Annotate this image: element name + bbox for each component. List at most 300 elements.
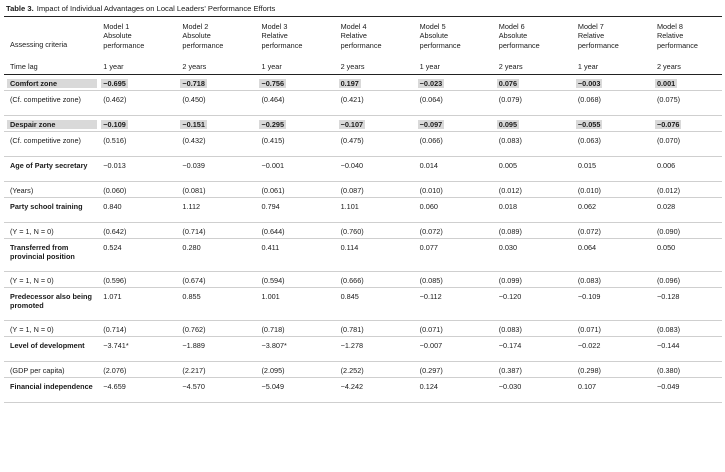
cell-value: (0.462) bbox=[103, 95, 127, 104]
cell-value: (0.642) bbox=[103, 227, 127, 236]
cell-value: (0.762) bbox=[182, 325, 206, 334]
table-cell bbox=[572, 239, 651, 272]
cell-value: (0.085) bbox=[419, 276, 443, 285]
cell-value: 0.001 bbox=[656, 79, 676, 88]
table-cell bbox=[176, 75, 255, 91]
table-cell bbox=[97, 239, 176, 272]
cell-value: −0.112 bbox=[419, 292, 442, 301]
cell-value: −0.030 bbox=[498, 382, 522, 391]
table-cell bbox=[97, 75, 176, 91]
cell-value: 0.855 bbox=[182, 292, 201, 301]
table-row bbox=[4, 288, 722, 321]
cell-value: (0.714) bbox=[103, 325, 127, 334]
cell-value: (0.060) bbox=[103, 186, 127, 195]
cell-value: −0.055 bbox=[577, 120, 601, 129]
cell-value: −0.695 bbox=[103, 79, 126, 88]
cell-value: (0.012) bbox=[656, 186, 681, 195]
cell-value: (0.010) bbox=[419, 186, 443, 195]
row-label-text: (Cf. competitive zone) bbox=[10, 95, 81, 104]
table-cell bbox=[255, 272, 334, 288]
table-cell bbox=[493, 91, 572, 116]
cell-value: (2.076) bbox=[103, 366, 127, 375]
cell-value: 0.005 bbox=[498, 161, 518, 170]
table-cell bbox=[572, 182, 651, 198]
table-cell bbox=[414, 272, 493, 288]
table-cell bbox=[651, 378, 722, 403]
table-cell bbox=[572, 75, 651, 91]
cell-value: 0.006 bbox=[656, 161, 676, 170]
table-cell bbox=[572, 378, 651, 403]
table-cell bbox=[651, 182, 722, 198]
row-label-text: Despair zone bbox=[7, 120, 97, 129]
row-label bbox=[4, 288, 97, 321]
cell-value: (0.061) bbox=[261, 186, 285, 195]
cell-value: (0.066) bbox=[419, 136, 443, 145]
cell-value: 1.001 bbox=[261, 292, 280, 301]
row-label bbox=[4, 91, 97, 116]
table-cell bbox=[651, 288, 722, 321]
cell-value: (0.297) bbox=[419, 366, 443, 375]
criteria-header: Absolute performance bbox=[498, 31, 540, 50]
cell-value: −0.003 bbox=[577, 79, 601, 88]
cell-value: −0.097 bbox=[419, 120, 443, 129]
row-label bbox=[4, 157, 97, 182]
criteria-header: Relative performance bbox=[577, 31, 619, 50]
table-cell bbox=[255, 378, 334, 403]
table-cell bbox=[493, 378, 572, 403]
table-cell bbox=[255, 91, 334, 116]
model-header: Model 1 bbox=[97, 17, 176, 32]
cell-value: (0.380) bbox=[656, 366, 681, 375]
table-cell bbox=[414, 223, 493, 239]
table-cell bbox=[255, 337, 334, 362]
table-cell bbox=[255, 132, 334, 157]
cell-value: (0.063) bbox=[577, 136, 601, 145]
header-row-timelag bbox=[4, 59, 722, 75]
table-cell bbox=[493, 239, 572, 272]
table-row bbox=[4, 223, 722, 239]
criteria-header: Absolute performance bbox=[182, 31, 224, 50]
table-cell bbox=[414, 337, 493, 362]
table-cell bbox=[176, 321, 255, 337]
table-cell bbox=[97, 116, 176, 132]
table-cell bbox=[493, 288, 572, 321]
cell-value: (0.464) bbox=[261, 95, 285, 104]
table-row bbox=[4, 272, 722, 288]
table-cell bbox=[651, 337, 722, 362]
table-cell bbox=[651, 91, 722, 116]
cell-value: −0.022 bbox=[577, 341, 601, 350]
timelag-header: 2 years bbox=[493, 59, 572, 75]
table-cell bbox=[176, 198, 255, 223]
cell-value: −0.049 bbox=[656, 382, 680, 391]
table-cell bbox=[176, 132, 255, 157]
table-cell bbox=[414, 157, 493, 182]
cell-value: −5.049 bbox=[261, 382, 285, 391]
table-cell bbox=[97, 132, 176, 157]
cell-value: −0.076 bbox=[656, 120, 680, 129]
cell-value: (0.781) bbox=[340, 325, 364, 334]
cell-value: 0.076 bbox=[498, 79, 518, 88]
row-label bbox=[4, 182, 97, 198]
cell-value: 0.015 bbox=[577, 161, 597, 170]
row-label-text: Party school training bbox=[10, 202, 83, 211]
table-cell bbox=[255, 321, 334, 337]
table-cell bbox=[651, 362, 722, 378]
table-cell bbox=[651, 116, 722, 132]
cell-value: (0.099) bbox=[498, 276, 522, 285]
cell-value: −0.128 bbox=[656, 292, 680, 301]
cell-value: −0.174 bbox=[498, 341, 522, 350]
cell-value: −0.151 bbox=[182, 120, 205, 129]
table-cell bbox=[572, 321, 651, 337]
cell-value: (0.071) bbox=[419, 325, 443, 334]
table-cell bbox=[97, 288, 176, 321]
cell-value: (0.083) bbox=[498, 136, 522, 145]
table-row bbox=[4, 157, 722, 182]
cell-value: 1.071 bbox=[103, 292, 122, 301]
cell-value: −0.007 bbox=[419, 341, 443, 350]
table-cell bbox=[651, 157, 722, 182]
table-cell bbox=[176, 272, 255, 288]
criteria-header: Absolute performance bbox=[103, 31, 145, 50]
table-cell bbox=[97, 223, 176, 239]
criteria-header: Relative performance bbox=[261, 31, 303, 50]
criteria-header: Relative performance bbox=[656, 31, 698, 50]
cell-value: (0.012) bbox=[498, 186, 522, 195]
table-cell bbox=[414, 362, 493, 378]
table-cell bbox=[97, 362, 176, 378]
cell-value: 0.018 bbox=[498, 202, 518, 211]
table-cell bbox=[493, 132, 572, 157]
table-cell bbox=[572, 362, 651, 378]
table-cell bbox=[414, 116, 493, 132]
row-label-text: Age of Party secretary bbox=[10, 161, 88, 170]
cell-value: 0.794 bbox=[261, 202, 280, 211]
table-cell bbox=[255, 116, 334, 132]
cell-value: (0.596) bbox=[103, 276, 127, 285]
cell-value: (0.083) bbox=[577, 276, 601, 285]
table-cell bbox=[97, 182, 176, 198]
cell-value: (0.475) bbox=[340, 136, 364, 145]
row-label bbox=[4, 132, 97, 157]
model-header: Model 2 bbox=[176, 17, 255, 32]
cell-value: −0.001 bbox=[261, 161, 285, 170]
cell-value: −0.120 bbox=[498, 292, 522, 301]
table-row bbox=[4, 337, 722, 362]
table-cell bbox=[335, 362, 414, 378]
timelag-header: 1 year bbox=[97, 59, 176, 75]
row-label-text: (GDP per capita) bbox=[10, 366, 65, 375]
table-cell bbox=[255, 362, 334, 378]
table-cell bbox=[176, 223, 255, 239]
model-header: Model 5 bbox=[414, 17, 493, 32]
results-table bbox=[4, 16, 722, 403]
table-cell bbox=[97, 321, 176, 337]
table-cell bbox=[176, 378, 255, 403]
cell-value: (0.087) bbox=[340, 186, 364, 195]
cell-value: (0.068) bbox=[577, 95, 601, 104]
table-cell bbox=[255, 182, 334, 198]
cell-value: (0.387) bbox=[498, 366, 522, 375]
criteria-header: Relative performance bbox=[340, 31, 382, 50]
cell-value: (0.089) bbox=[498, 227, 522, 236]
model-header: Model 7 bbox=[572, 17, 651, 32]
cell-value: 0.095 bbox=[498, 120, 518, 129]
timelag-header: 2 years bbox=[176, 59, 255, 75]
row-label bbox=[4, 116, 97, 132]
table-cell bbox=[255, 223, 334, 239]
model-header: Model 4 bbox=[335, 17, 414, 32]
cell-value: −0.144 bbox=[656, 341, 680, 350]
cell-value: 0.114 bbox=[340, 243, 359, 252]
cell-value: −1.278 bbox=[340, 341, 364, 350]
cell-value: 0.030 bbox=[498, 243, 518, 252]
table-cell bbox=[651, 223, 722, 239]
cell-value: (0.096) bbox=[656, 276, 681, 285]
cell-value: −4.242 bbox=[340, 382, 364, 391]
row-label bbox=[4, 198, 97, 223]
timelag-header: 2 years bbox=[651, 59, 722, 75]
row-label-text: Predecessor also being promoted bbox=[10, 292, 92, 311]
table-cell bbox=[414, 132, 493, 157]
table-cell bbox=[176, 157, 255, 182]
cell-value: 0.524 bbox=[103, 243, 122, 252]
table-row bbox=[4, 362, 722, 378]
table-cell bbox=[335, 288, 414, 321]
table-caption bbox=[6, 3, 721, 16]
row-label-text: (Cf. competitive zone) bbox=[10, 136, 81, 145]
cell-value: (0.594) bbox=[261, 276, 285, 285]
cell-value: (0.064) bbox=[419, 95, 443, 104]
criteria-label: Assessing criteria bbox=[10, 40, 68, 49]
cell-value: 1.101 bbox=[340, 202, 359, 211]
table-cell bbox=[493, 198, 572, 223]
cell-value: (0.674) bbox=[182, 276, 206, 285]
cell-value: (0.666) bbox=[340, 276, 364, 285]
table-cell bbox=[572, 132, 651, 157]
cell-value: (0.718) bbox=[261, 325, 285, 334]
row-label-text: Financial independence bbox=[10, 382, 93, 391]
cell-value: (0.010) bbox=[577, 186, 601, 195]
table-cell bbox=[651, 272, 722, 288]
cell-value: (0.071) bbox=[577, 325, 601, 334]
table-cell bbox=[335, 337, 414, 362]
cell-value: 0.028 bbox=[656, 202, 676, 211]
cell-value: (0.644) bbox=[261, 227, 285, 236]
criteria-header: Absolute performance bbox=[419, 31, 461, 50]
table-cell bbox=[97, 378, 176, 403]
model-header: Model 6 bbox=[493, 17, 572, 32]
table-cell bbox=[493, 223, 572, 239]
table-cell bbox=[255, 157, 334, 182]
cell-value: (0.072) bbox=[419, 227, 443, 236]
timelag-header: 1 year bbox=[255, 59, 334, 75]
cell-value: (2.252) bbox=[340, 366, 364, 375]
table-cell bbox=[176, 362, 255, 378]
table-cell bbox=[414, 182, 493, 198]
cell-value: 0.411 bbox=[261, 243, 280, 252]
table-cell bbox=[97, 157, 176, 182]
table-cell bbox=[335, 198, 414, 223]
row-label bbox=[4, 378, 97, 403]
table-cell bbox=[414, 378, 493, 403]
cell-value: (0.083) bbox=[498, 325, 522, 334]
table-cell bbox=[176, 116, 255, 132]
cell-value: (0.081) bbox=[182, 186, 206, 195]
cell-value: (0.083) bbox=[656, 325, 681, 334]
model-header: Model 3 bbox=[255, 17, 334, 32]
row-label bbox=[4, 223, 97, 239]
cell-value: 0.280 bbox=[182, 243, 201, 252]
header-row-criteria bbox=[4, 31, 722, 59]
table-cell bbox=[414, 288, 493, 321]
table-cell bbox=[651, 132, 722, 157]
table-cell bbox=[97, 91, 176, 116]
cell-value: −0.756 bbox=[261, 79, 285, 88]
table-cell bbox=[493, 157, 572, 182]
table-cell bbox=[493, 182, 572, 198]
row-label bbox=[4, 239, 97, 272]
table-row bbox=[4, 182, 722, 198]
table-cell bbox=[97, 272, 176, 288]
table-cell bbox=[176, 91, 255, 116]
cell-value: 0.050 bbox=[656, 243, 676, 252]
cell-value: −0.040 bbox=[340, 161, 364, 170]
table-cell bbox=[572, 223, 651, 239]
table-caption-label: Table 3. bbox=[6, 4, 34, 13]
row-label bbox=[4, 272, 97, 288]
row-label bbox=[4, 362, 97, 378]
cell-value: 0.840 bbox=[103, 202, 122, 211]
cell-value: −0.013 bbox=[103, 161, 126, 170]
row-label-text: (Y = 1, N = 0) bbox=[10, 227, 54, 236]
table-cell bbox=[335, 157, 414, 182]
row-label bbox=[4, 337, 97, 362]
table-cell bbox=[97, 198, 176, 223]
table-cell bbox=[97, 337, 176, 362]
cell-value: 0.197 bbox=[340, 79, 359, 88]
cell-value: 0.062 bbox=[577, 202, 597, 211]
table-row bbox=[4, 91, 722, 116]
cell-value: −4.659 bbox=[103, 382, 126, 391]
table-body bbox=[4, 75, 722, 403]
table-cell bbox=[651, 239, 722, 272]
cell-value: 0.077 bbox=[419, 243, 438, 252]
table-cell bbox=[572, 288, 651, 321]
table-cell bbox=[335, 116, 414, 132]
cell-value: (2.217) bbox=[182, 366, 206, 375]
table-cell bbox=[255, 75, 334, 91]
cell-value: −1.889 bbox=[182, 341, 205, 350]
cell-value: 0.124 bbox=[419, 382, 438, 391]
table-cell bbox=[572, 157, 651, 182]
cell-value: (0.421) bbox=[340, 95, 364, 104]
cell-value: (2.095) bbox=[261, 366, 285, 375]
timelag-label: Time lag bbox=[4, 59, 97, 75]
table-cell bbox=[255, 198, 334, 223]
table-cell bbox=[335, 91, 414, 116]
table-cell bbox=[572, 272, 651, 288]
cell-value: (0.298) bbox=[577, 366, 601, 375]
table-caption-text: Impact of Individual Advantages on Local Leaders' Performance Efforts bbox=[36, 4, 276, 13]
table-cell bbox=[414, 239, 493, 272]
table-cell bbox=[572, 337, 651, 362]
cell-value: (0.072) bbox=[577, 227, 601, 236]
table-cell bbox=[335, 75, 414, 91]
cell-value: −3.807* bbox=[261, 341, 287, 350]
model-header: Model 8 bbox=[651, 17, 722, 32]
table-cell bbox=[176, 337, 255, 362]
cell-value: −0.023 bbox=[419, 79, 443, 88]
cell-value: 1.112 bbox=[182, 202, 201, 211]
header-corner bbox=[4, 17, 97, 32]
row-label bbox=[4, 75, 97, 91]
table-row bbox=[4, 75, 722, 91]
cell-value: (0.516) bbox=[103, 136, 127, 145]
row-label-text: (Y = 1, N = 0) bbox=[10, 325, 54, 334]
table-cell bbox=[335, 239, 414, 272]
cell-value: (0.090) bbox=[656, 227, 681, 236]
header-row-models bbox=[4, 17, 722, 32]
table-cell bbox=[572, 91, 651, 116]
table-row bbox=[4, 116, 722, 132]
cell-value: 0.107 bbox=[577, 382, 597, 391]
cell-value: −0.295 bbox=[261, 120, 285, 129]
cell-value: 0.014 bbox=[419, 161, 438, 170]
row-label-text: Level of development bbox=[10, 341, 85, 350]
cell-value: (0.714) bbox=[182, 227, 206, 236]
cell-value: −0.109 bbox=[577, 292, 601, 301]
cell-value: (0.079) bbox=[498, 95, 522, 104]
table-cell bbox=[493, 321, 572, 337]
table-cell bbox=[335, 378, 414, 403]
cell-value: −4.570 bbox=[182, 382, 205, 391]
row-label-text: (Years) bbox=[10, 186, 34, 195]
timelag-header: 2 years bbox=[335, 59, 414, 75]
cell-value: (0.415) bbox=[261, 136, 285, 145]
row-label-text: Comfort zone bbox=[7, 79, 97, 88]
row-label bbox=[4, 321, 97, 337]
cell-value: −0.718 bbox=[182, 79, 205, 88]
table-cell bbox=[572, 198, 651, 223]
table-cell bbox=[255, 239, 334, 272]
table-row bbox=[4, 198, 722, 223]
cell-value: (0.070) bbox=[656, 136, 681, 145]
table-cell bbox=[335, 223, 414, 239]
cell-value: −3.741* bbox=[103, 341, 129, 350]
table-cell bbox=[493, 337, 572, 362]
table-cell bbox=[176, 288, 255, 321]
table-cell bbox=[414, 91, 493, 116]
table-cell bbox=[651, 75, 722, 91]
table-cell bbox=[414, 321, 493, 337]
table-row bbox=[4, 239, 722, 272]
cell-value: (0.075) bbox=[656, 95, 681, 104]
table-cell bbox=[414, 198, 493, 223]
cell-value: 0.064 bbox=[577, 243, 597, 252]
table-cell bbox=[651, 198, 722, 223]
table-row bbox=[4, 321, 722, 337]
timelag-header: 1 year bbox=[414, 59, 493, 75]
table-cell bbox=[176, 239, 255, 272]
table-cell bbox=[572, 116, 651, 132]
table-cell bbox=[176, 182, 255, 198]
cell-value: 0.060 bbox=[419, 202, 438, 211]
table-cell bbox=[493, 272, 572, 288]
timelag-header: 1 year bbox=[572, 59, 651, 75]
row-label-text: Transferred from provincial position bbox=[10, 243, 75, 262]
